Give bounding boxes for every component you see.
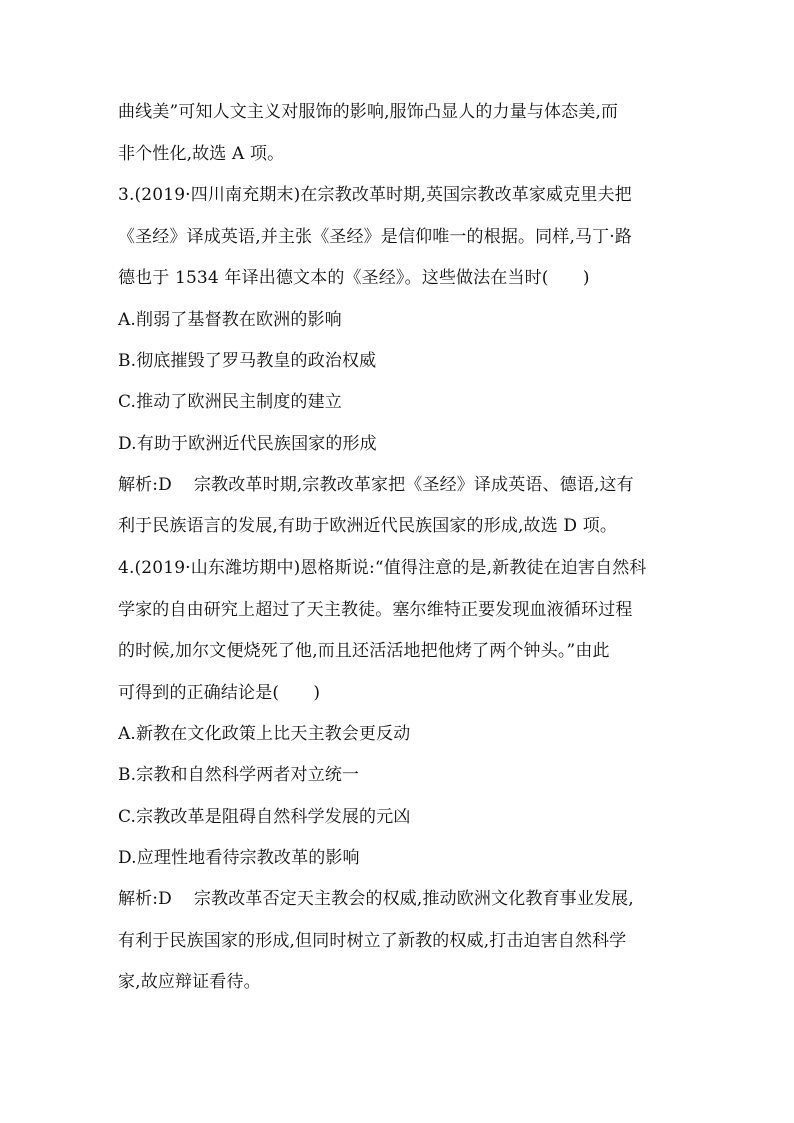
question-4-option-b: B.宗教和自然科学两者对立统一 [118,765,360,786]
question-4-stem-line-2: 学家的自由研究上超过了天主教徒。塞尔维特正要发现血液循环过程 [118,599,633,620]
question-3-analysis-text-1: 宗教改革时期,宗教改革家把《圣经》译成英语、德语,这有 [193,474,634,495]
continuation-line-1: 曲线美”可知人文主义对服饰的影响,服饰凸显人的力量与体态美,而 [118,102,619,122]
question-3-option-d: D.有助于欧洲近代民族国家的形成 [118,433,377,454]
question-3-answer-label: 解析:D [118,474,172,495]
question-4-stem-line-3: 的时候,加尔文便烧死了他,而且还活活地把他烤了两个钟头。”由此 [118,641,610,662]
question-4-analysis-line-1 [118,889,686,909]
continuation-line-2: 非个性化,故选 A 项。 [118,143,285,164]
question-4-analysis-text-1: 宗教改革否定天主教会的权威,推动欧洲文化教育事业发展, [193,889,634,910]
question-3-stem-line-3: 德也于 1534 年译出德文本的《圣经》。这些做法在当时( ) [118,268,590,289]
question-4-option-d: D.应理性地看待宗教改革的影响 [118,847,360,868]
question-4-stem-line-1: 4.(2019·山东潍坊期中)恩格斯说:“值得注意的是,新教徒在迫害自然科 [118,557,647,578]
question-4-analysis-line-2: 有利于民族国家的形成,但同时树立了新教的权威,打击迫害自然科学 [118,930,627,951]
question-4-option-c: C.宗教改革是阻碍自然科学发展的元凶 [118,806,411,827]
question-4-stem-line-4: 可得到的正确结论是( ) [118,682,321,703]
document-content [118,102,686,1014]
question-4-answer-label: 解析:D [118,889,172,910]
question-3-analysis-line-2: 利于民族语言的发展,有助于欧洲近代民族国家的形成,故选 D 项。 [118,516,618,537]
question-3-option-b: B.彻底摧毁了罗马教皇的政治权威 [118,351,377,372]
question-4-option-a: A.新教在文化政策上比天主教会更反动 [118,724,411,745]
question-3-option-c: C.推动了欧洲民主制度的建立 [118,392,342,413]
question-3-option-a: A.削弱了基督教在欧洲的影响 [118,309,342,330]
question-3-analysis-line-1 [118,475,686,495]
question-3-stem-line-1: 3.(2019·四川南充期末)在宗教改革时期,英国宗教改革家威克里夫把 [118,185,632,206]
question-3-stem-line-2: 《圣经》译成英语,并主张《圣经》是信仰唯一的根据。同样,马丁·路 [118,226,633,247]
question-4-analysis-line-3: 家,故应辩证看待。 [118,972,261,993]
